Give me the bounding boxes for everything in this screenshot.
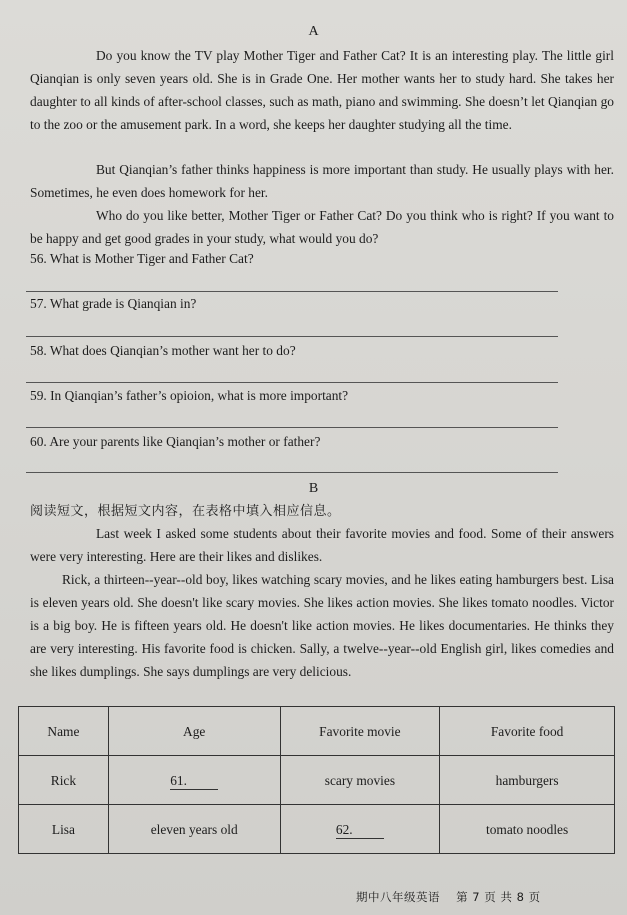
answer-line-57[interactable] <box>26 336 558 337</box>
section-a-paragraph-2: But Qianqian’s father thinks happiness is more important than study. He usually plays with her. Sometimes, he even does homework for her. <box>30 162 614 200</box>
question-56: 56. What is Mother Tiger and Father Cat? <box>30 251 254 266</box>
cell-movie <box>280 805 440 854</box>
cell-age <box>108 756 280 805</box>
blank-62[interactable]: 62. <box>336 822 384 839</box>
answer-line-58[interactable] <box>26 382 558 383</box>
info-table <box>18 706 615 854</box>
footer-exam-name: 期中八年级英语 <box>356 890 440 904</box>
section-b-paragraph-1: Last week I asked some students about their favorite movies and food. Some of their answers were very interesting. Here are their likes and dislikes. <box>30 526 614 564</box>
cell-age: eleven years old <box>108 805 280 854</box>
cell-food: hamburgers <box>440 756 615 805</box>
cell-food: tomato noodles <box>440 805 615 854</box>
cell-name: Rick <box>19 756 109 805</box>
section-b-paragraph-2: Rick, a thirteen--year--old boy, likes watching scary movies, and he likes eating hamburgers best. Lisa is eleven years old. She doesn't like scary movies. She likes action movies. She likes tomato noodles. Victor is a big boy. He is fifteen years old. He doesn't like action movies. He likes documentaries. He thinks they are very interesting. His favorite food is chicken. Sally, a twelve--year--old English girl, likes comedies and she likes dumplings. She says dumplings are very delicious. <box>30 572 614 679</box>
section-a-paragraph-1: Do you know the TV play Mother Tiger and Father Cat? It is an interesting play. The little girl Qianqian is only seven years old. She is in Grade One. Her mother wants her to study hard. She takes her daughter to all kinds of after-school classes, such as math, piano and swimming. She doesn’t let Qianqian go to the zoo or the amusement park. In a word, she keeps her daughter studying all the time. <box>30 48 614 132</box>
footer-page-number: 第 7 页 共 8 页 <box>456 890 541 904</box>
section-a-title: A <box>308 24 319 39</box>
page-footer <box>356 886 553 909</box>
table-row <box>19 756 615 805</box>
header-name: Name <box>19 707 109 756</box>
header-favorite-food: Favorite food <box>440 707 615 756</box>
table-header-row <box>19 707 615 756</box>
question-60: 60. Are your parents like Qianqian’s mother or father? <box>30 434 321 449</box>
answer-line-60[interactable] <box>26 472 558 473</box>
cell-movie: scary movies <box>280 756 440 805</box>
header-favorite-movie: Favorite movie <box>280 707 440 756</box>
section-b-title: B <box>308 481 319 496</box>
question-57: 57. What grade is Qianqian in? <box>30 296 197 311</box>
section-b-instruction: 阅读短文，根据短文内容，在表格中填入相应信息。 <box>30 504 341 519</box>
answer-line-59[interactable] <box>26 427 558 428</box>
question-59: 59. In Qianqian’s father’s opioion, what is more important? <box>30 388 349 403</box>
header-age: Age <box>108 707 280 756</box>
blank-61[interactable]: 61. <box>170 773 218 790</box>
section-a-paragraph-3: Who do you like better, Mother Tiger or Father Cat? Do you think who is right? If you want to be happy and get good grades in your study, what would you do? <box>30 208 614 246</box>
question-58: 58. What does Qianqian’s mother want her to do? <box>30 343 296 358</box>
cell-name: Lisa <box>19 805 109 854</box>
table-row <box>19 805 615 854</box>
